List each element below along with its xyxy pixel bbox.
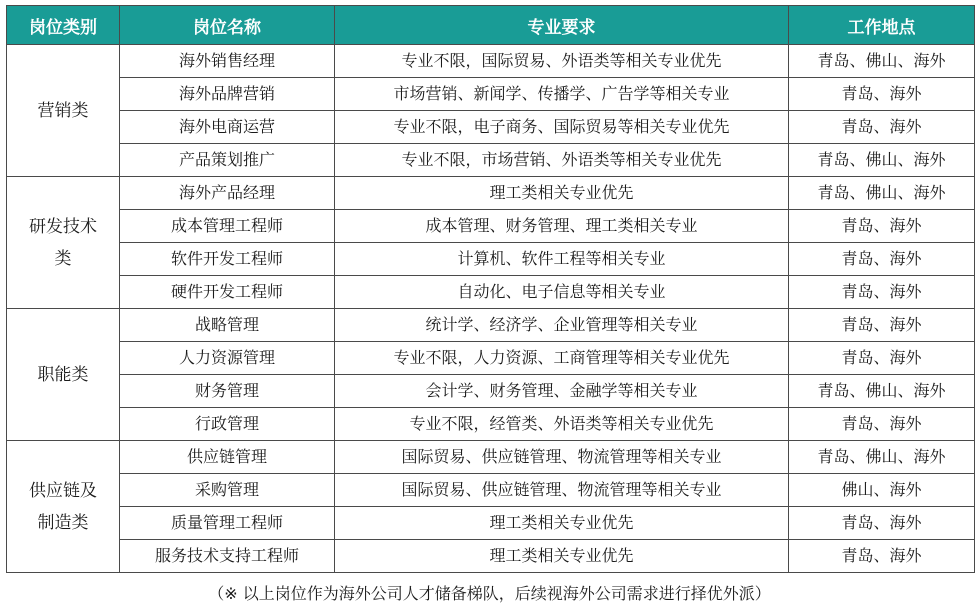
category-label-line-2: 制造类 [37,512,89,533]
table-row [7,342,975,375]
location-cell: 青岛、海外 [789,408,975,441]
location-cell: 青岛、海外 [789,540,975,573]
header-requirement: 专业要求 [335,6,789,45]
table-row [7,540,975,573]
location-cell: 青岛、海外 [789,78,975,111]
job-table [6,5,975,573]
position-cell: 海外销售经理 [120,45,335,78]
category-cell-functional [7,309,120,441]
category-label-line-1: 研发技术 [29,216,97,237]
position-cell: 海外电商运营 [120,111,335,144]
location-cell: 青岛、海外 [789,276,975,309]
table-row [7,309,975,342]
requirement-cell: 专业不限，电子商务、国际贸易等相关专业优先 [335,111,789,144]
category-label-line-2: 类 [54,248,72,269]
requirement-cell: 专业不限，市场营销、外语类等相关专业优先 [335,144,789,177]
position-cell: 供应链管理 [120,441,335,474]
location-cell: 青岛、佛山、海外 [789,441,975,474]
position-cell: 成本管理工程师 [120,210,335,243]
location-cell: 青岛、海外 [789,111,975,144]
requirement-cell: 市场营销、新闻学、传播学、广告学等相关专业 [335,78,789,111]
position-cell: 海外品牌营销 [120,78,335,111]
position-cell: 战略管理 [120,309,335,342]
requirement-cell: 理工类相关专业优先 [335,507,789,540]
position-cell: 人力资源管理 [120,342,335,375]
location-cell: 青岛、海外 [789,342,975,375]
position-cell: 财务管理 [120,375,335,408]
table-row [7,144,975,177]
position-cell: 质量管理工程师 [120,507,335,540]
table-row [7,276,975,309]
position-cell: 产品策划推广 [120,144,335,177]
position-cell: 软件开发工程师 [120,243,335,276]
category-cell-rd [7,177,120,309]
requirement-cell: 国际贸易、供应链管理、物流管理等相关专业 [335,474,789,507]
category-label: 职能类 [37,364,89,385]
category-label: 营销类 [37,100,89,121]
requirement-cell: 理工类相关专业优先 [335,540,789,573]
requirement-cell: 会计学、财务管理、金融学等相关专业 [335,375,789,408]
requirement-cell: 专业不限，人力资源、工商管理等相关专业优先 [335,342,789,375]
requirement-cell: 自动化、电子信息等相关专业 [335,276,789,309]
table-row [7,474,975,507]
table-row [7,111,975,144]
table-row [7,45,975,78]
position-cell: 海外产品经理 [120,177,335,210]
table-row [7,507,975,540]
location-cell: 青岛、海外 [789,210,975,243]
table-row [7,408,975,441]
requirement-cell: 理工类相关专业优先 [335,177,789,210]
header-location: 工作地点 [789,6,975,45]
location-cell: 青岛、海外 [789,309,975,342]
requirement-cell: 计算机、软件工程等相关专业 [335,243,789,276]
location-cell: 青岛、海外 [789,507,975,540]
requirement-cell: 统计学、经济学、企业管理等相关专业 [335,309,789,342]
location-cell: 青岛、佛山、海外 [789,375,975,408]
category-cell-marketing [7,45,120,177]
table-row [7,177,975,210]
table-row [7,441,975,474]
category-label-line-1: 供应链及 [29,480,97,501]
position-cell: 服务技术支持工程师 [120,540,335,573]
table-row [7,78,975,111]
table-row [7,243,975,276]
location-cell: 青岛、佛山、海外 [789,45,975,78]
requirement-cell: 专业不限，经管类、外语类等相关专业优先 [335,408,789,441]
location-cell: 青岛、海外 [789,243,975,276]
header-position: 岗位名称 [120,6,335,45]
requirement-cell: 成本管理、财务管理、理工类相关专业 [335,210,789,243]
location-cell: 青岛、佛山、海外 [789,177,975,210]
position-cell: 硬件开发工程师 [120,276,335,309]
category-cell-supply-chain [7,441,120,573]
header-category: 岗位类别 [7,6,120,45]
table-row [7,210,975,243]
location-cell: 佛山、海外 [789,474,975,507]
position-cell: 采购管理 [120,474,335,507]
footnote: （※ 以上岗位作为海外公司人才储备梯队，后续视海外公司需求进行择优外派） [208,584,771,603]
requirement-cell: 国际贸易、供应链管理、物流管理等相关专业 [335,441,789,474]
position-cell: 行政管理 [120,408,335,441]
table-row [7,375,975,408]
table-header-row [7,6,975,45]
requirement-cell: 专业不限，国际贸易、外语类等相关专业优先 [335,45,789,78]
location-cell: 青岛、佛山、海外 [789,144,975,177]
